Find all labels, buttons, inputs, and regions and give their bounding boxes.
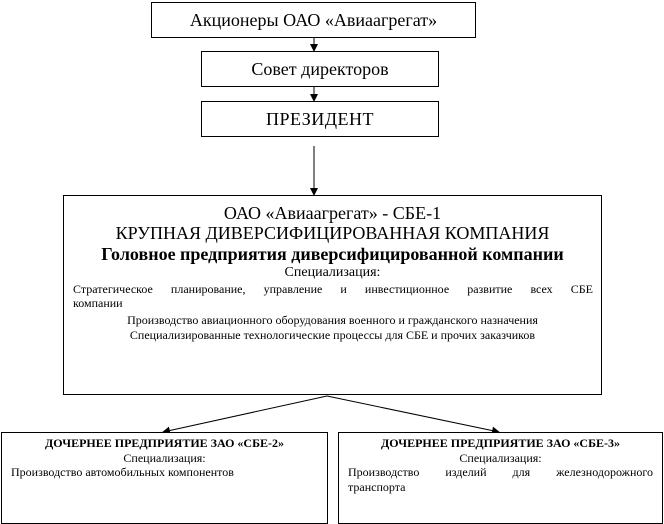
main-strategic-text-cont: компании [73, 296, 123, 310]
board-of-directors-box [201, 51, 439, 87]
main-company-role: Головное предприятия диверсифицированной компании [101, 244, 564, 264]
sub3-title: ДОЧЕРНЕЕ ПРЕДПРИЯТИЕ ЗАО «СБЕ-3» [380, 436, 621, 450]
subsidiary-sbe2-box [1, 432, 328, 524]
sub3-text: Производство изделий для железнодорожного [348, 465, 653, 479]
main-company-type: КРУПНАЯ ДИВЕРСИФИЦИРОВАННАЯ КОМПАНИЯ [115, 223, 550, 243]
subsidiary-sbe3-box [338, 432, 663, 524]
main-company-box [63, 195, 602, 395]
main-technology-text: Специализированные технологические процессы для СБЕ и прочих заказчиков [129, 328, 536, 342]
board-label: Совет директоров [251, 59, 389, 79]
sub3-spec-label: Специализация: [459, 451, 542, 465]
main-company-name: ОАО «Авиаагрегат» - СБЕ-1 [223, 203, 442, 223]
sub2-title: ДОЧЕРНЕЕ ПРЕДПРИЯТИЕ ЗАО «СБЕ-2» [44, 436, 285, 450]
main-strategic-text: Стратегическое планирование, управление и инвестиционное развитие всех СБЕ [73, 282, 593, 296]
president-box [201, 101, 439, 137]
arrow-main-sub2 [163, 396, 327, 432]
shareholders-label: Акционеры ОАО «Авиаагрегат» [189, 10, 438, 30]
main-spec-label: Специализация: [284, 265, 381, 280]
president-label: ПРЕЗИДЕНТ [265, 109, 374, 129]
sub3-text-cont: транспорта [348, 480, 406, 494]
shareholders-box [151, 2, 476, 38]
main-production-text: Производство авиационного оборудования военного и гражданского назначения [127, 313, 538, 327]
sub2-spec-label: Специализация: [123, 451, 206, 465]
arrow-main-sub3 [327, 396, 499, 432]
sub2-text: Производство автомобильных компонентов [11, 465, 234, 479]
